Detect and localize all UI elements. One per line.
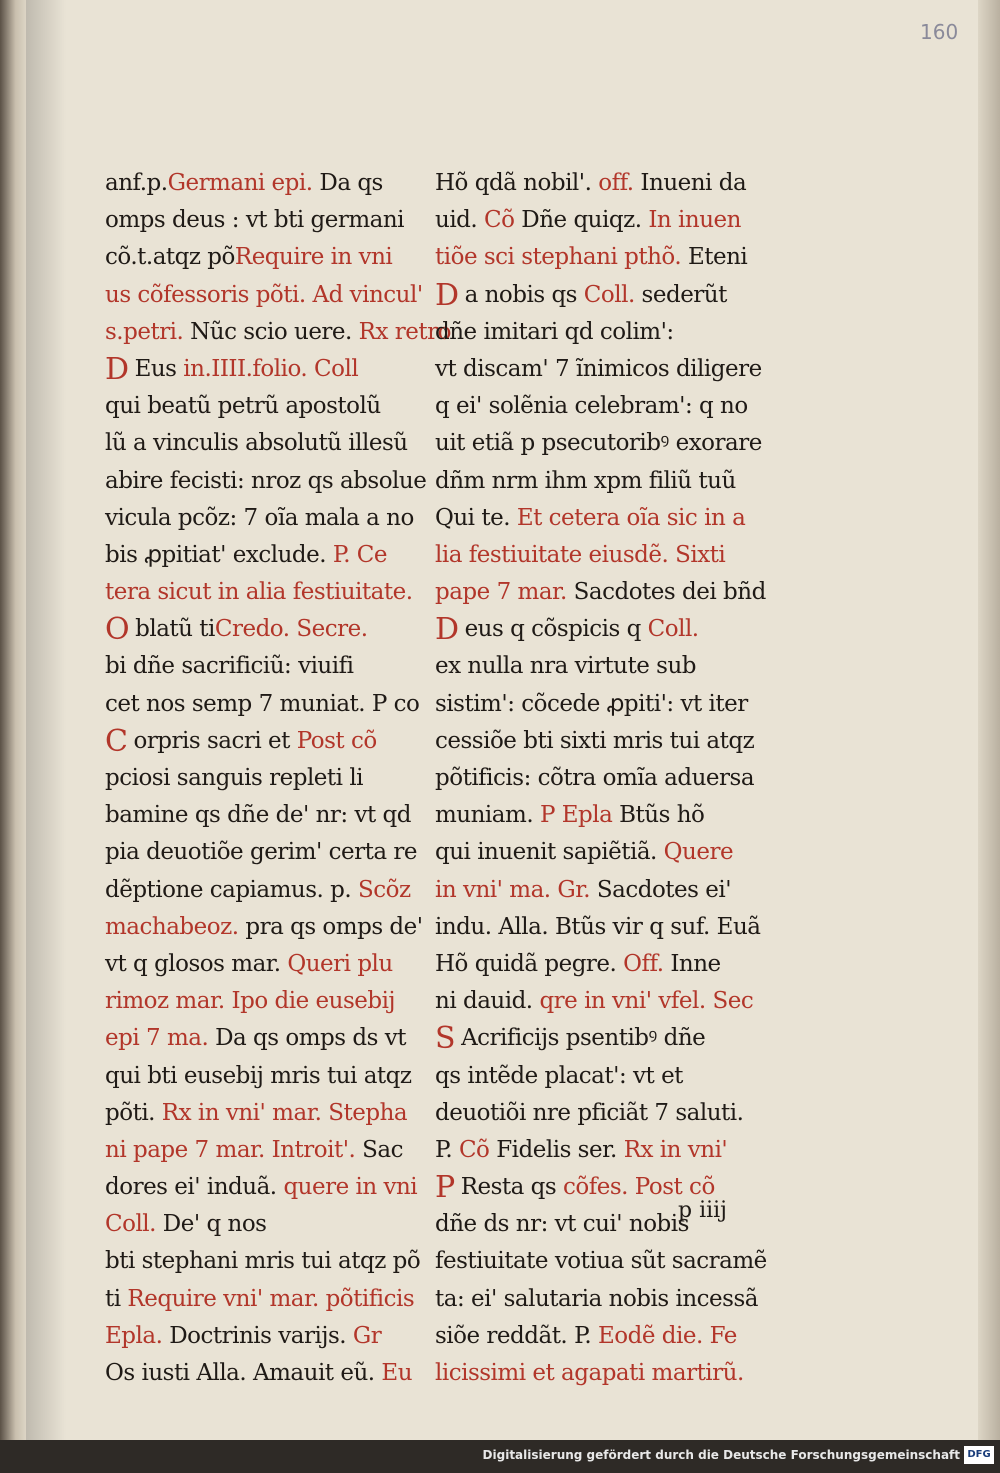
rubric-text: Post cõ — [296, 727, 377, 754]
text-line — [435, 1058, 765, 1095]
text-line — [435, 388, 765, 425]
body-text: ti — [105, 1285, 128, 1312]
rubric-text: tiõe sci stephani pthõ. — [435, 244, 682, 271]
body-text: Btũs hõ — [612, 802, 705, 829]
rubric-text: Rx in vni' — [623, 1136, 728, 1163]
text-line — [435, 1281, 765, 1318]
rubric-text: ni pape 7 mar. Introit'. — [105, 1136, 356, 1163]
body-text: bis ꝓpitiat' exclude. — [105, 541, 333, 568]
body-text: cõ.t.atqz põ — [105, 244, 235, 271]
body-text: põtificis: cõtra omĩa aduersa — [435, 765, 755, 791]
rubricated-initial: C — [105, 723, 128, 759]
body-text: eus q cõspicis q — [464, 616, 648, 643]
rubricated-initial: D — [435, 612, 459, 648]
rubric-text: P. Ce — [332, 541, 388, 568]
body-text: muniam. — [435, 802, 540, 829]
text-line — [435, 1355, 765, 1392]
body-text: vicula pcõz: 7 oĩa mala a no — [105, 504, 414, 531]
body-text: bti stephani mris tui atqz põ — [105, 1248, 421, 1275]
rubric-text: P — [539, 802, 555, 829]
body-text: qui bti eusebij mris tui atqz — [105, 1062, 412, 1089]
rubric-text: Coll. — [583, 281, 635, 308]
body-text: ex nulla nra virtute sub — [435, 653, 696, 680]
body-text: Sac — [355, 1136, 404, 1163]
text-line — [105, 611, 435, 648]
text-line — [435, 797, 765, 834]
rubric-text: Germani epi. — [167, 170, 313, 196]
body-text: uid. — [435, 207, 485, 234]
body-text: pciosi sanguis repleti li — [105, 765, 364, 791]
rubricated-initial: D — [435, 277, 459, 313]
body-text: omps deus : vt bti germani — [105, 207, 405, 234]
body-text: blatũ ti — [135, 616, 215, 643]
rubric-text: Require in vni — [234, 244, 393, 271]
text-line — [435, 686, 765, 723]
body-text: dñm nrm ihm xpm filiũ tuũ — [435, 467, 736, 494]
dfg-logo: DFG — [964, 1446, 994, 1464]
body-text: bi dñe sacrificiũ: viuifi — [105, 653, 354, 680]
body-text: deuotiõi nre pficiãt 7 saluti. — [435, 1099, 744, 1126]
body-text: Doctrinis varijs. — [162, 1322, 353, 1349]
rubric-text: machabeoz. — [105, 913, 239, 940]
rubric-text: rimoz mar. Ipo die eusebij — [105, 988, 396, 1015]
body-text: lũ a vinculis absolutũ illesũ — [105, 430, 408, 457]
body-text: pra qs omps de' — [238, 913, 423, 940]
body-text: Eus — [134, 355, 184, 382]
rubric-text: Rx in vni' mar. Stepha — [161, 1099, 408, 1126]
rubric-text: Epla — [561, 802, 613, 829]
text-line — [105, 1058, 435, 1095]
text-line — [105, 1020, 435, 1057]
text-line — [105, 686, 435, 723]
body-text: anf.p. — [105, 170, 168, 196]
body-text: Os iusti Alla. Amauit eũ. — [105, 1360, 382, 1386]
body-text: qui inuenit sapiẽtiã. — [435, 839, 664, 866]
rubric-text: Eodẽ die. Fe — [598, 1322, 737, 1349]
body-text: Inueni da — [633, 170, 747, 196]
text-line — [435, 872, 765, 909]
rubricated-initial: P — [435, 1170, 455, 1206]
rubricated-initial: O — [105, 612, 130, 648]
rubric-text: quere in vni — [283, 1174, 418, 1201]
body-text: dñe ds nr: vt cui' nobis — [435, 1211, 689, 1238]
text-line — [435, 239, 765, 276]
text-line — [105, 946, 435, 983]
rubric-text: pape 7 mar. — [435, 579, 567, 606]
body-text: Da qs — [312, 170, 383, 196]
rubric-text: Require vni' mar. põtificis — [127, 1285, 415, 1312]
text-line — [435, 463, 765, 500]
text-line — [435, 537, 765, 574]
text-line — [105, 723, 435, 760]
rubric-text: tera sicut in alia festiuitate. — [105, 579, 413, 606]
body-text: orpris sacri et — [133, 727, 297, 754]
body-text: siõe reddãt. — [435, 1322, 575, 1349]
rubric-text: Rx retro — [358, 318, 451, 345]
text-line — [105, 1132, 435, 1169]
body-text: uit etiã p psecutoribꝰ exorare — [435, 430, 762, 457]
body-text: cessiõe bti sixti mris tui atqz — [435, 727, 755, 754]
body-text: Eteni — [681, 244, 748, 271]
rubric-text: cõfes. Post cõ — [563, 1174, 715, 1201]
page-edge-right — [978, 0, 1000, 1440]
footer-credit: Digitalisierung gefördert durch die Deutsche Forschungsgemeinschaft — [482, 1448, 960, 1462]
text-line — [435, 983, 765, 1020]
rubric-text: Cõ — [484, 207, 515, 234]
body-text: dñe imitari qd colim': — [435, 318, 674, 345]
rubric-text: Quere — [663, 839, 734, 866]
rubricated-initial: S — [435, 1021, 456, 1057]
body-text: De' q nos — [155, 1211, 267, 1238]
rubric-text: Epla. — [105, 1322, 163, 1349]
text-line — [105, 983, 435, 1020]
rubric-text: Gr — [352, 1322, 382, 1349]
rubric-text: Cõ — [458, 1136, 490, 1163]
body-text: Fidelis ser. — [489, 1136, 624, 1163]
text-line — [435, 648, 765, 685]
text-line — [105, 1169, 435, 1206]
text-line — [435, 723, 765, 760]
text-line — [105, 1281, 435, 1318]
body-text: Qui te. — [435, 504, 517, 531]
text-line — [105, 1355, 435, 1392]
text-line — [435, 1020, 765, 1057]
text-line — [435, 425, 765, 462]
body-text: q ei' solẽnia celebram': q no — [435, 393, 748, 420]
body-text: Hõ quidã pegre. — [435, 950, 624, 977]
text-line — [105, 202, 435, 239]
rubric-text: off. — [598, 170, 634, 196]
rubric-text: in.IIII.folio. Coll — [183, 355, 359, 382]
body-text: Dñe quiqz. — [514, 207, 649, 234]
body-text: Sacdotes dei bñd — [566, 579, 766, 606]
rubric-text: Off. — [623, 950, 664, 977]
text-line — [105, 351, 435, 388]
catchword: p iiij — [678, 1198, 728, 1223]
body-text: abire fecisti: nroz qs absolue — [105, 467, 427, 494]
body-text: Acrificijs psentibꝰ dñe — [461, 1025, 706, 1052]
rubric-text: us cõfessoris põti. Ad vincul' — [105, 281, 423, 308]
text-line — [105, 1206, 435, 1243]
text-line — [435, 314, 765, 351]
text-line — [435, 1095, 765, 1132]
text-line — [435, 834, 765, 871]
text-line — [435, 946, 765, 983]
text-line — [105, 463, 435, 500]
body-text: pia deuotiõe gerim' certa re — [105, 839, 417, 866]
text-line — [435, 500, 765, 537]
text-line — [105, 1243, 435, 1280]
text-line — [435, 165, 765, 202]
rubric-text: Credo. Secre. — [214, 616, 368, 643]
rubric-text: Queri plu — [287, 950, 393, 977]
body-text — [555, 802, 562, 828]
text-line — [105, 872, 435, 909]
text-line — [435, 611, 765, 648]
body-text: Hõ qdã nobil'. — [435, 170, 599, 196]
text-line — [105, 314, 451, 351]
rubric-text: Coll. — [105, 1211, 156, 1238]
body-text: ta: ei' salutaria nobis incessã — [435, 1285, 758, 1312]
body-text: vt q glosos mar. — [105, 950, 288, 977]
rubric-text: In inuen — [648, 207, 741, 234]
text-line — [105, 909, 435, 946]
text-column-left — [105, 165, 451, 1392]
body-text: bamine qs dñe de' nr: vt qd — [105, 802, 411, 829]
text-line — [435, 760, 765, 797]
body-text: põti. — [105, 1099, 162, 1126]
text-line — [105, 537, 435, 574]
text-line — [435, 277, 765, 314]
text-line — [105, 388, 435, 425]
rubric-text: Scõz — [358, 876, 411, 903]
rubric-text: Et cetera oĩa sic in a — [516, 504, 746, 531]
text-line — [105, 239, 435, 276]
text-line — [105, 425, 435, 462]
body-text: P. — [435, 1136, 459, 1163]
text-line — [105, 1318, 435, 1355]
body-text: Nũc scio uere. — [183, 318, 359, 345]
gutter-shadow — [26, 0, 66, 1440]
text-line — [105, 277, 435, 314]
body-text: dores ei' induã. — [105, 1174, 284, 1201]
body-text: qs intẽde placat': vt et — [435, 1062, 683, 1089]
rubricated-initial: D — [105, 351, 129, 387]
text-line — [435, 1318, 765, 1355]
body-text: sederũt — [634, 281, 727, 308]
body-text: indu. Alla. Btũs vir q suf. Euã — [435, 913, 761, 940]
rubric-text: Coll. — [647, 616, 699, 643]
rubric-text: qre in vni' vfel. Sec — [539, 988, 754, 1015]
body-text: qui beatũ petrũ apostolũ — [105, 393, 381, 420]
body-text: Sacdotes ei' — [590, 876, 732, 903]
body-text: vt discam' 7 ĩnimicos diligere — [435, 355, 762, 382]
body-text: ni dauid. — [435, 988, 540, 1015]
text-line — [435, 351, 765, 388]
rubric-text: in vni' ma. Gr. — [435, 876, 591, 903]
folio-number: 160 — [920, 20, 959, 44]
body-text: Da qs omps ds vt — [208, 1025, 406, 1052]
text-line — [435, 202, 765, 239]
body-text: sistim': cõcede ꝓpiti': vt iter — [435, 690, 748, 717]
body-text: P. — [574, 1322, 598, 1349]
footer-bar — [0, 1440, 1000, 1473]
text-line — [105, 648, 435, 685]
previous-page-edge — [0, 0, 26, 1440]
text-line — [105, 834, 435, 871]
rubric-text: s.petri. — [105, 318, 184, 345]
text-line — [105, 165, 435, 202]
body-text: Resta qs — [460, 1174, 564, 1201]
rubric-text: licissimi et agapati martirũ. — [435, 1360, 744, 1386]
text-line — [105, 1095, 435, 1132]
text-line — [435, 574, 765, 611]
text-line — [435, 909, 765, 946]
text-line — [105, 760, 435, 797]
text-line — [105, 500, 435, 537]
body-text: dẽptione capiamus. p. — [105, 876, 359, 903]
text-line — [435, 1132, 765, 1169]
rubric-text: epi 7 ma. — [105, 1025, 209, 1052]
body-text: festiuitate votiua sũt sacramẽ — [435, 1248, 767, 1275]
body-text: Inne — [663, 950, 721, 977]
body-text: a nobis qs — [464, 281, 584, 308]
text-line — [435, 1243, 765, 1280]
rubric-text: Eu — [381, 1360, 413, 1386]
text-line — [105, 797, 435, 834]
text-line — [105, 574, 435, 611]
rubric-text: lia festiuitate eiusdẽ. Sixti — [435, 541, 726, 568]
body-text: cet nos semp 7 muniat. P co — [105, 690, 420, 717]
